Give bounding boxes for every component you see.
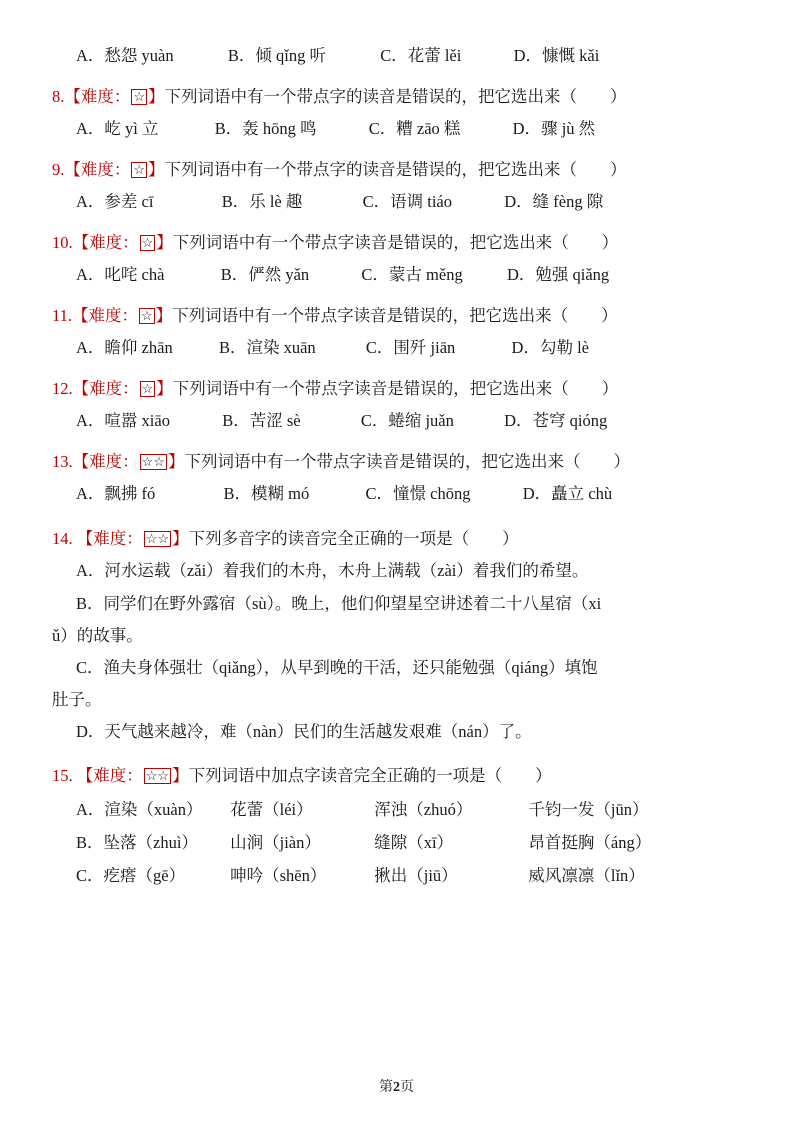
difficulty-label-12: 【难度： bbox=[72, 379, 139, 399]
cell-4: 威风凛凛（lǐn） bbox=[528, 865, 645, 885]
option-d: D．勾勒 lè bbox=[511, 338, 589, 358]
question-8-number: 8. bbox=[52, 86, 65, 106]
cell-4: 千钧一发（jūn） bbox=[528, 799, 649, 819]
difficulty-stars-14: ☆☆ bbox=[145, 531, 170, 547]
question-13-stem: 下列词语中有一个带点字读音是错误的，把它选出来（ ） bbox=[184, 452, 630, 472]
difficulty-label-11: 【难度： bbox=[72, 306, 139, 326]
question-14-stem: 下列多音字的读音完全正确的一项是（ ） bbox=[188, 529, 519, 549]
question-12-header bbox=[52, 373, 741, 405]
option-a: A．瞻仰 zhān bbox=[76, 338, 173, 358]
difficulty-close-14: 】 bbox=[172, 529, 189, 549]
question-14-number: 14. bbox=[52, 529, 73, 549]
question-12-options bbox=[52, 407, 741, 436]
cell-1: C．疙瘩（gē） bbox=[76, 865, 186, 885]
difficulty-label-14: 【难度： bbox=[76, 529, 143, 549]
cell-4: 昂首挺胸（áng） bbox=[528, 832, 652, 852]
question-9-header bbox=[52, 154, 741, 186]
question-14-option-a: A．河水运载（zǎi）着我们的木舟，木舟上满载（zài）着我们的希望。 bbox=[76, 561, 589, 581]
question-10-stem: 下列词语中有一个带点字读音是错误的，把它选出来（ ） bbox=[172, 232, 619, 252]
question-13-header bbox=[52, 446, 741, 478]
question-13-options bbox=[52, 480, 741, 509]
option-d: D．勉强 qiǎng bbox=[506, 265, 610, 285]
cell-2: 呻吟（shēn） bbox=[230, 865, 327, 885]
difficulty-stars-13: ☆☆ bbox=[141, 454, 165, 470]
option-b: B．乐 lè 趣 bbox=[221, 192, 303, 212]
option-a: A．屹 yì 立 bbox=[76, 119, 159, 139]
difficulty-close-10: 】 bbox=[156, 232, 173, 252]
question-14-option-d: D．天气越来越冷，难（nàn）民们的生活越发艰难（nán）了。 bbox=[76, 722, 532, 742]
question-14-option-c-cont: 肚子。 bbox=[52, 690, 102, 710]
question-15-number: 15. bbox=[52, 766, 73, 786]
option-c: C．围歼 jiān bbox=[365, 338, 456, 358]
question-11-header bbox=[52, 300, 741, 332]
cell-1: B．坠落（zhuì） bbox=[76, 832, 198, 852]
option-d: D．骤 jù 然 bbox=[512, 119, 596, 139]
difficulty-close-11: 】 bbox=[155, 306, 173, 326]
difficulty-label-15: 【难度： bbox=[76, 766, 143, 786]
question-15-row-c bbox=[52, 859, 741, 892]
option-c: C．蜷缩 juǎn bbox=[360, 411, 454, 431]
difficulty-label-13: 【难度： bbox=[72, 452, 139, 472]
option-a: A．喧嚣 xiāo bbox=[76, 411, 170, 431]
option-b: B．苦涩 sè bbox=[222, 411, 301, 431]
question-14-option-c: C．渔夫身体强壮（qiǎng），从早到晚的干活，还只能勉强（qiáng）填饱 bbox=[76, 657, 598, 677]
cell-3: 揪出（jiū） bbox=[374, 865, 458, 885]
option-b: B．倾 qǐng 听 bbox=[227, 46, 326, 65]
option-a: A．飘拂 fó bbox=[76, 484, 156, 504]
question-15-stem: 下列词语中加点字读音完全正确的一项是（ ） bbox=[188, 766, 552, 786]
question-8-options bbox=[52, 115, 741, 144]
option-b: B．渲染 xuān bbox=[218, 338, 316, 358]
option-b: B．模糊 mó bbox=[223, 484, 310, 504]
cell-3: 缝隙（xī） bbox=[374, 832, 454, 852]
question-9-stem: 下列词语中有一个带点字的读音是错误的，把它选出来（ ） bbox=[164, 159, 627, 179]
question-11-stem: 下列词语中有一个带点字读音是错误的，把它选出来（ ） bbox=[172, 306, 618, 326]
difficulty-stars-12: ☆ bbox=[141, 381, 154, 397]
cell-2: 花蕾（léi） bbox=[230, 799, 313, 819]
cell-1: A．渲染（xuàn） bbox=[76, 799, 203, 819]
cell-3: 浑浊（zhuó） bbox=[374, 799, 473, 819]
footer-prefix: 第 bbox=[379, 1080, 393, 1095]
question-10-header bbox=[52, 227, 741, 259]
question-14-header bbox=[52, 523, 741, 555]
question-13-number: 13. bbox=[52, 452, 73, 472]
footer-suffix: 页 bbox=[400, 1080, 414, 1095]
option-a: A．愁怨 yuàn bbox=[76, 46, 174, 65]
option-row-top bbox=[52, 42, 741, 71]
question-9-options bbox=[52, 188, 741, 217]
question-10-number: 10. bbox=[52, 232, 73, 252]
question-11-options bbox=[52, 334, 741, 363]
difficulty-stars-11: ☆ bbox=[141, 308, 153, 324]
question-15-row-a bbox=[52, 793, 741, 826]
option-c: C．语调 tiáo bbox=[362, 192, 452, 212]
question-11-number: 11. bbox=[52, 306, 73, 326]
difficulty-label-9: 【难度： bbox=[64, 159, 131, 179]
question-15-header bbox=[52, 760, 741, 792]
difficulty-close-15: 】 bbox=[172, 766, 189, 786]
difficulty-stars-9: ☆ bbox=[133, 161, 146, 177]
difficulty-label-10: 【难度： bbox=[72, 232, 139, 252]
difficulty-stars-10: ☆ bbox=[141, 234, 154, 250]
option-a: A．参差 cī bbox=[76, 192, 154, 212]
question-14-option-b: B．同学们在野外露宿（sù）。晚上，他们仰望星空讲述着二十八星宿（xi bbox=[76, 593, 602, 613]
question-14-option-b-cont: ǔ）的故事。 bbox=[52, 625, 143, 645]
difficulty-close-8: 】 bbox=[148, 86, 165, 106]
option-a: A．叱咤 chà bbox=[76, 265, 165, 285]
question-9-number: 9. bbox=[52, 159, 65, 179]
difficulty-close-12: 】 bbox=[156, 379, 173, 399]
difficulty-stars-8: ☆ bbox=[133, 88, 146, 104]
question-8-header bbox=[52, 81, 741, 113]
cell-2: 山涧（jiàn） bbox=[230, 832, 321, 852]
option-d: D．缝 fèng 隙 bbox=[504, 192, 604, 212]
question-12-stem: 下列词语中有一个带点字读音是错误的，把它选出来（ ） bbox=[172, 379, 619, 399]
difficulty-stars-15: ☆☆ bbox=[145, 768, 170, 784]
option-d: D．慷慨 kǎi bbox=[513, 46, 600, 65]
option-b: B．俨然 yǎn bbox=[220, 265, 310, 285]
option-b: B．轰 hōng 鸣 bbox=[214, 119, 317, 139]
option-d: D．苍穹 qióng bbox=[504, 411, 608, 431]
option-c: C．糟 zāo 糕 bbox=[368, 119, 461, 139]
question-15-row-b bbox=[52, 826, 741, 859]
option-d: D．矗立 chù bbox=[522, 484, 613, 504]
difficulty-close-9: 】 bbox=[148, 159, 165, 179]
question-10-options bbox=[52, 261, 741, 290]
question-8-stem: 下列词语中有一个带点字的读音是错误的，把它选出来（ ） bbox=[164, 86, 627, 106]
question-12-number: 12. bbox=[52, 379, 73, 399]
difficulty-label-8: 【难度： bbox=[64, 86, 131, 106]
difficulty-close-13: 】 bbox=[167, 452, 185, 472]
option-c: C．花蕾 lěi bbox=[380, 46, 462, 65]
option-c: C．憧憬 chōng bbox=[365, 484, 471, 504]
option-c: C．蒙古 měng bbox=[361, 265, 463, 285]
footer-page-number: 2 bbox=[393, 1080, 400, 1095]
page-footer bbox=[0, 1076, 793, 1096]
